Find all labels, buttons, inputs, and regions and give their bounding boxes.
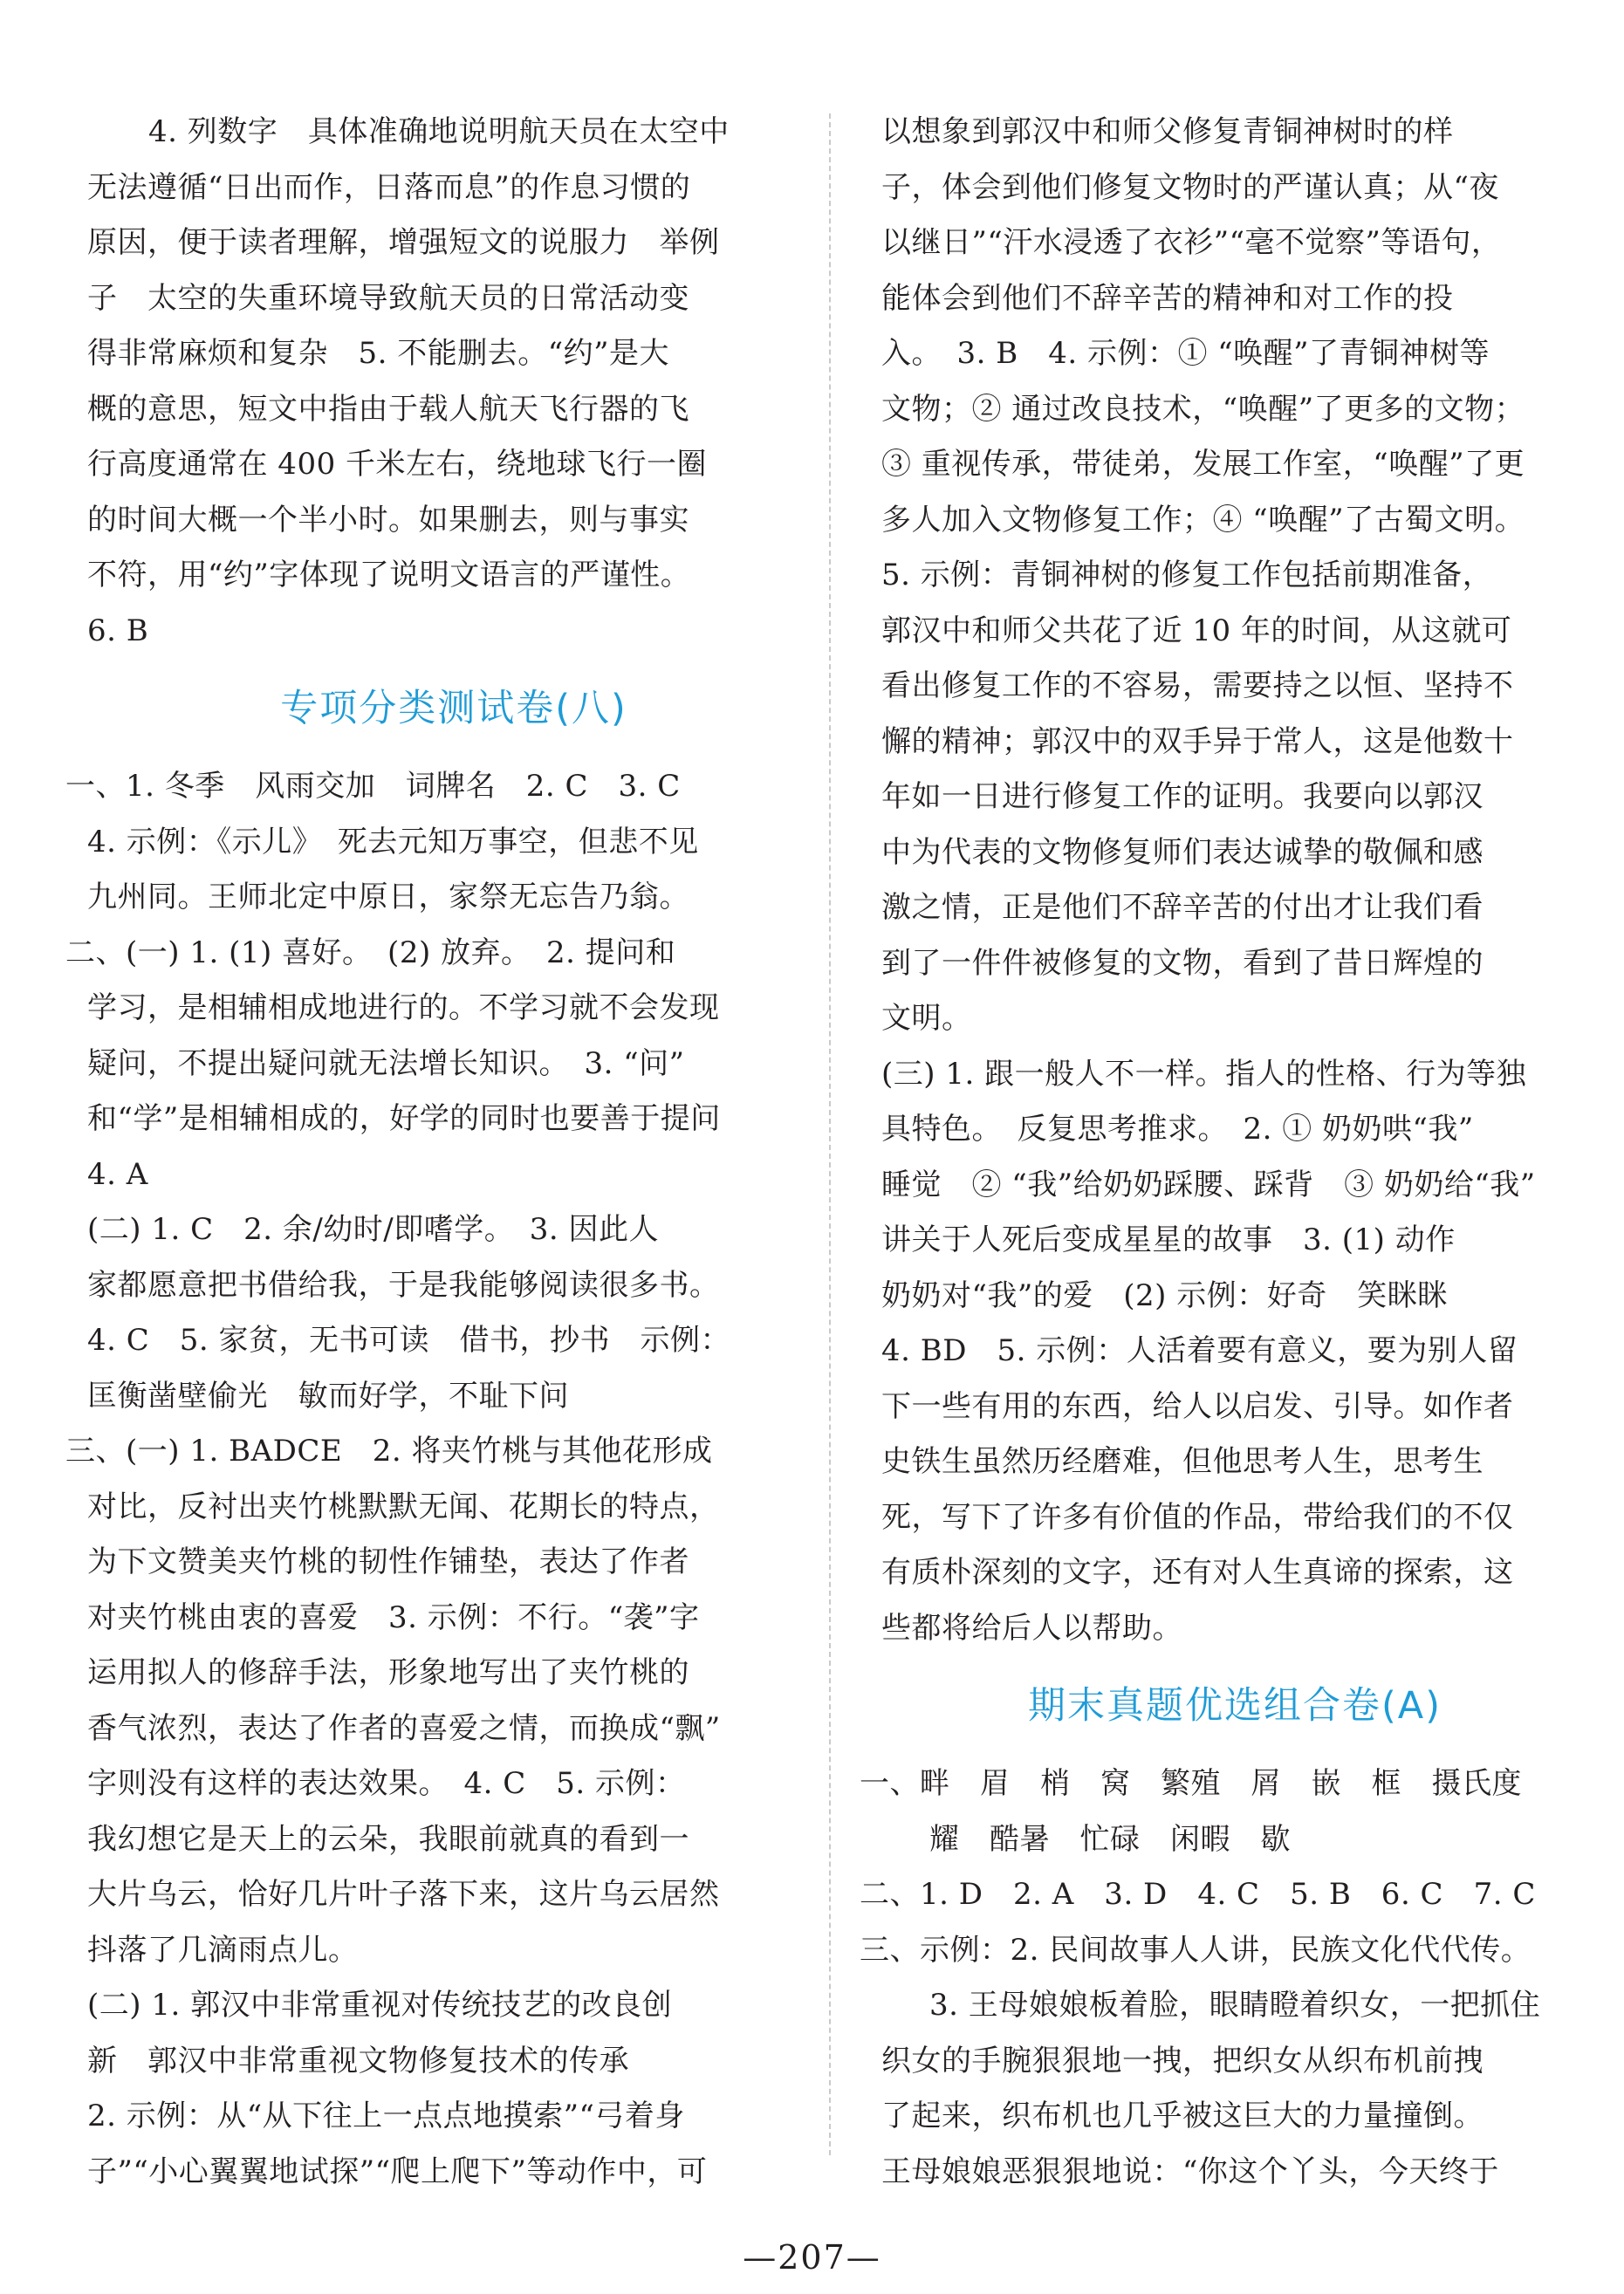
section-title: 期末真题优选组合卷(A) — [1028, 1684, 1442, 1728]
text-line: 4. A — [87, 1156, 148, 1192]
text-line: 睡觉 ② “我”给奶奶踩腰、踩背 ③ 奶奶给“我” — [881, 1167, 1536, 1202]
text-line: 九州同。王师北定中原日，家祭无忘告乃翁。 — [87, 880, 689, 914]
text-line: 一、1. 冬季 风雨交加 词牌名 2. C 3. C — [65, 769, 681, 804]
text-line: 到了一件件被修复的文物，看到了昔日辉煌的 — [881, 945, 1484, 981]
text-line: 奶奶对“我”的爱 (2) 示例：好奇 笑眯眯 — [881, 1277, 1448, 1313]
text-line: 了起来，织布机也几乎被这巨大的力量撞倒。 — [881, 2099, 1484, 2133]
text-line: 匡衡凿壁偷光 敏而好学，不耻下问 — [87, 1378, 569, 1414]
text-line: (二) 1. C 2. 余/幼时/即嗜学。 3. 因此人 — [87, 1212, 660, 1247]
text-line: 史铁生虽然历经磨难，但他思考人生，思考生 — [881, 1444, 1484, 1479]
text-line: 二、(一) 1. (1) 喜好。 (2) 放弃。 2. 提问和 — [65, 935, 676, 970]
text-line: 死，写下了许多有价值的作品，带给我们的不仅 — [881, 1499, 1514, 1535]
text-line: 些都将给后人以帮助。 — [881, 1610, 1182, 1646]
page-number: —207— — [743, 2238, 881, 2277]
text-line: 我幻想它是天上的云朵，我眼前就真的看到一 — [87, 1821, 689, 1857]
text-line: 学习，是相辅相成地进行的。不学习就不会发现 — [87, 990, 720, 1025]
text-line: 讲关于人死后变成星星的故事 3. (1) 动作 — [881, 1222, 1456, 1257]
text-line: 得非常麻烦和复杂 5. 不能删去。“约”是大 — [87, 336, 670, 371]
text-line: 新 郭汉中非常重视文物修复技术的传承 — [87, 2043, 629, 2078]
text-line: 以想象到郭汉中和师父修复青铜神树时的样 — [881, 114, 1454, 149]
text-line: 以继日”“汗水浸透了衣衫”“毫不觉察”等语句， — [881, 225, 1502, 260]
text-line: 王母娘娘恶狠狠地说：“你这个丫头，今天终于 — [881, 2154, 1499, 2189]
text-line: (二) 1. 郭汉中非常重视对传统技艺的改良创 — [87, 1988, 673, 2023]
text-line: 有质朴深刻的文字，还有对人生真谛的探索，这 — [881, 1555, 1514, 1590]
text-line: 无法遵循“日出而作，日落而息”的作息习惯的 — [87, 169, 691, 205]
text-line: 原因，便于读者理解，增强短文的说服力 举例 — [87, 225, 720, 260]
text-line: 懈的精神；郭汉中的双手异于常人，这是他数十 — [881, 723, 1514, 759]
text-line: 郭汉中和师父共花了近 10 年的时间，从这就可 — [881, 613, 1512, 648]
text-line: 的时间大概一个半小时。如果删去，则与事实 — [87, 502, 689, 538]
text-line: 三、(一) 1. BADCE 2. 将夹竹桃与其他花形成 — [65, 1434, 713, 1469]
text-line: 子”“小心翼翼地试探”“爬上爬下”等动作中，可 — [87, 2154, 708, 2189]
text-line: 4. C 5. 家贫，无书可读 借书，抄书 示例： — [87, 1323, 731, 1358]
text-line: 织女的手腕狠狠地一拽，把织女从织布机前拽 — [881, 2043, 1484, 2078]
text-line: 激之情，正是他们不辞辛苦的付出才让我们看 — [881, 890, 1484, 925]
section-title: 专项分类测试卷(八) — [280, 687, 627, 730]
text-line: 4. BD 5. 示例：人活着要有意义，要为别人留 — [881, 1333, 1518, 1368]
text-line: 入。 3. B 4. 示例：① “唤醒”了青铜神树等 — [881, 336, 1490, 371]
text-line: 对夹竹桃由衷的喜爱 3. 示例：不行。“袭”字 — [87, 1599, 700, 1635]
text-line: 和“学”是相辅相成的，好学的同时也要善于提问 — [87, 1101, 721, 1136]
text-line: 家都愿意把书借给我，于是我能够阅读很多书。 — [87, 1267, 720, 1303]
text-line: 二、1. D 2. A 3. D 4. C 5. B 6. C 7. C — [860, 1877, 1536, 1912]
text-line: 文物；② 通过改良技术，“唤醒”了更多的文物； — [881, 391, 1525, 427]
text-line: 具特色。 反复思考推求。 2. ① 奶奶哄“我” — [881, 1112, 1474, 1147]
text-line: 5. 示例：青铜神树的修复工作包括前期准备， — [881, 558, 1493, 592]
text-line: 4. 示例：《示儿》 死去元知万事空，但悲不见 — [87, 824, 699, 859]
text-line: 子 太空的失重环境导致航天员的日常活动变 — [87, 280, 689, 316]
column-divider — [829, 113, 831, 2155]
text-line: 下一些有用的东西，给人以启发、引导。如作者 — [881, 1388, 1514, 1424]
text-line: 不符，用“约”字体现了说明文语言的严谨性。 — [87, 558, 691, 592]
text-line: 大片乌云，恰好几片叶子落下来，这片乌云居然 — [87, 1877, 720, 1912]
text-line: 6. B — [87, 613, 149, 648]
text-line: 一、畔 眉 梢 窝 繁殖 屑 嵌 框 摄氏度 — [860, 1766, 1522, 1801]
text-line: 对比，反衬出夹竹桃默默无闻、花期长的特点， — [87, 1489, 720, 1524]
text-line: 为下文赞美夹竹桃的韧性作铺垫，表达了作者 — [87, 1544, 689, 1579]
text-line: 看出修复工作的不容易，需要持之以恒、坚持不 — [881, 668, 1514, 703]
text-line: 3. 王母娘娘板着脸，眼睛瞪着织女，一把抓住 — [929, 1988, 1541, 2023]
text-line: 多人加入文物修复工作；④ “唤醒”了古蜀文明。 — [881, 502, 1525, 538]
text-line: ③ 重视传承，带徒弟，发展工作室，“唤醒”了更 — [881, 447, 1525, 482]
text-line: 文明。 — [881, 1001, 972, 1036]
text-line: 子，体会到他们修复文物时的严谨认真；从“夜 — [881, 169, 1499, 205]
text-line: (三) 1. 跟一般人不一样。指人的性格、行为等独 — [881, 1056, 1527, 1092]
text-line: 香气浓烈，表达了作者的喜爱之情，而换成“飘” — [87, 1710, 721, 1746]
text-line: 三、示例：2. 民间故事人人讲，民族文化代代传。 — [860, 1932, 1531, 1968]
text-line: 字则没有这样的表达效果。 4. C 5. 示例： — [87, 1766, 686, 1801]
text-line: 运用拟人的修辞手法，形象地写出了夹竹桃的 — [87, 1655, 689, 1690]
text-line: 概的意思，短文中指由于载人航天飞行器的飞 — [87, 391, 689, 427]
text-line: 中为代表的文物修复师们表达诚挚的敬佩和感 — [881, 834, 1484, 870]
text-line: 4. 列数字 具体准确地说明航天员在太空中 — [148, 114, 730, 149]
text-line: 年如一日进行修复工作的证明。我要向以郭汉 — [881, 779, 1484, 814]
text-line: 能体会到他们不辞辛苦的精神和对工作的投 — [881, 280, 1454, 316]
text-line: 耀 酷暑 忙碌 闲暇 歇 — [929, 1821, 1291, 1857]
text-line: 抖落了几滴雨点儿。 — [87, 1932, 359, 1968]
right-column — [860, 105, 1588, 2200]
text-line: 行高度通常在 400 千米左右，绕地球飞行一圈 — [87, 447, 708, 482]
left-column — [65, 105, 820, 2200]
text-line: 2. 示例：从“从下往上一点点地摸索”“弓着身 — [87, 2099, 685, 2133]
text-line: 疑问，不提出疑问就无法增长知识。 3. “问” — [87, 1045, 685, 1081]
